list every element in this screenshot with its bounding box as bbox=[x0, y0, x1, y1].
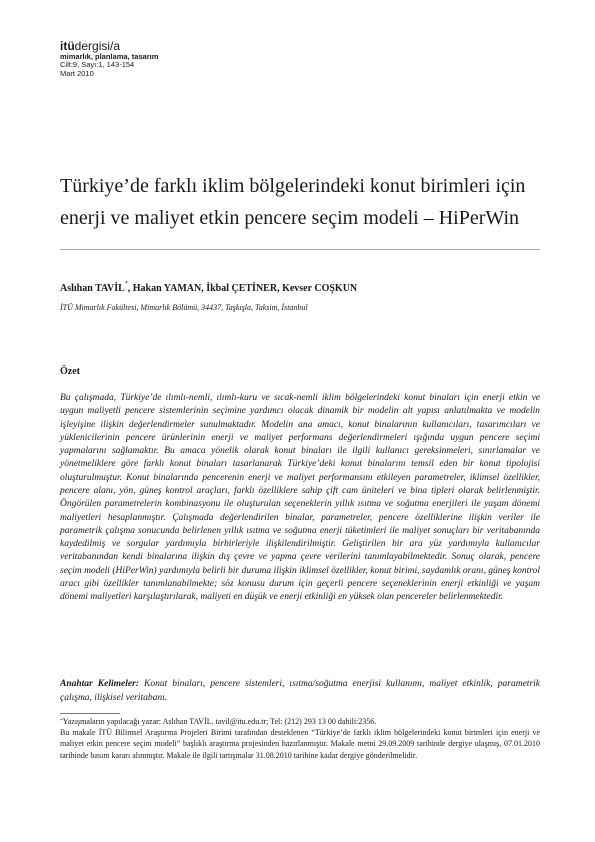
author-name: İkbal ÇETİNER bbox=[206, 283, 278, 294]
title-divider bbox=[60, 249, 540, 250]
keywords bbox=[60, 678, 540, 705]
author-list bbox=[60, 283, 357, 294]
journal-issue: Cilt:9, Sayı:1, 143-154 bbox=[60, 60, 135, 70]
author-affiliation: İTÜ Mimarlık Fakültesi, Mimarlık Bölümü, 34437, Taşkışla, Taksim, İstanbul bbox=[60, 303, 308, 312]
abstract-heading: Özet bbox=[60, 366, 80, 377]
footnote-divider bbox=[60, 713, 120, 714]
abstract-text: Bu çalışmada, Türkiye’de ılımlı-nemli, ılımlı-kuru ve sıcak-nemli iklim bölgelerindeki konut binaları için enerji etkin ve uygun maliyetli pencere sistemlerinin seçimine yardımcı olacak dinamik bir modelin alt yapısı anlatılmakta ve modelin işleyişine ilişkin değerlendirmeler sunulmaktadır. Modelin ana amacı, konut binalarının kullanıcıları, tasarımcıları ve yüklenicilerinin pencere ürünlerinin enerji ve maliyet performans değerlendirmeleri ışığında uygun pencere seçimi yapmalarını sağlamaktır. Bu amaca yönelik olarak konut binaları ile ilgili kullanıcı gereksinmeleri, sınırlamalar ve yönetmeliklere göre farklı konut binaları tasarlanarak Türkiye’deki konut binalarını temsil eden bir konut tipolojisi oluşturulmuştur. Konut binalarında pencerenin enerji ve maliyet performansını etkileyen parametreler, iklimsel özellikler, pencere alanı, yön, güneş kontrol araçları, farklı özelliklere sahip çift cam üniteleri ve bina tipleri olarak belirlenmiştir. Öngörülen parametrelerin kombinasyonu ile oluşturulan seçeneklerin yıllık ısıtma ve soğutma enerjileri ile yaşam dönemi maliyetleri hesaplanmıştır. Çalışmada değerlendirilen binalar, parametreler, pencere özelliklerine ilişkin veriler ile parametrik çalışma sonucunda belirlenen yıllık ısıtma ve soğutma enerji tüketimleri ile maliyet sonuçları bir veritabanında kaydedilmiş ve sorgular yardımıyla birbirleriyle ilişkilendirilmiştir. Geliştirilen bir ara yüz yardımıyla kullanıcılar veritabanından kendi binalarına ilişkin dış çevre ve yapma çevre verilerini tanımlayabilmektedir. Sonuç olarak, pencere seçim modeli (HiPerWin) yardımıyla belirli bir duruma ilişkin iklimsel özellikler, konut birimi, saydamlık oranı, güneş kontrol aracı gibi özellikler tanımlanabilmekte; söz konusu durum için geçerli pencere seçeneklerinin enerji etkinliği ve yaşam dönemi maliyetleri karşılaştırılarak, maliyeti en düşük ve enerji etkinliği en yüksek olan pencereler belirlenmektedir. bbox=[60, 393, 540, 603]
author-separator: , bbox=[201, 283, 207, 294]
keywords-label: Anahtar Kelimeler: bbox=[60, 679, 139, 689]
keywords-text: Konut binaları, pencere sistemleri, ısıtma/soğutma enerjisi kullanımı, maliyet etkinlik, parametrik çalışma, ilişkisel veritabanı. bbox=[60, 679, 540, 703]
author-name: Aslıhan TAVİL bbox=[60, 283, 125, 294]
journal-name-bold: itü bbox=[60, 39, 75, 53]
journal-name-rest: dergisi/a bbox=[74, 39, 121, 53]
author-name: Hakan YAMAN bbox=[132, 283, 202, 294]
footnote-mark: * bbox=[60, 718, 63, 724]
author-separator: , bbox=[127, 283, 133, 294]
journal-subtitle: mimarlık, planlama, tasarım bbox=[60, 52, 159, 62]
article-title: Türkiye’de farklı iklim bölgelerindeki konut birimleri için enerji ve maliyet etkin pencere seçim modeli – HiPerWin bbox=[60, 175, 526, 229]
author-name: Kevser COŞKUN bbox=[282, 283, 358, 294]
author-corresponding-mark: * bbox=[124, 281, 128, 287]
footnote-body: Bu makale İTÜ Bilimsel Araştırma Projeleri Birimi tarafından desteklenen “Türkiye’de farklı iklim bölgelerindeki konut birimleri için enerji ve maliyet etkin pencere seçim modeli” başlıklı araştırma projesinden hazırlanmıştır. Makale metni 29.09.2009 tarihinde dergiye ulaşmış, 07.01.2010 tarihinde basım kararı alınmıştır. Makale ile ilgili tartışmalar 31.08.2010 tarihine kadar dergiye gönderilmelidir. bbox=[60, 728, 540, 760]
journal-date: Mart 2010 bbox=[60, 68, 94, 78]
footnote-correspondence-text: Yazışmaların yapılacağı yazar: Aslıhan TAVİL. tavil@itu.edu.tr; Tel: (212) 293 13 00 dahili:2356. bbox=[62, 717, 377, 726]
author-separator: , bbox=[277, 283, 283, 294]
footnote bbox=[60, 716, 540, 761]
journal-masthead bbox=[60, 40, 158, 78]
footnote-correspondence bbox=[60, 716, 540, 727]
